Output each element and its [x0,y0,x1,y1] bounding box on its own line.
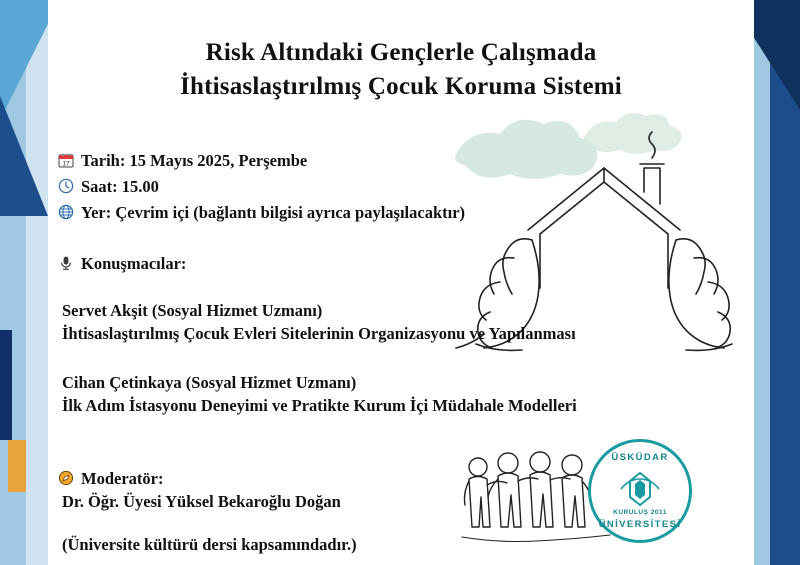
right-band-dark-blue [770,0,800,565]
detail-text-location: Yer: Çevrim içi (bağlantı bilgisi ayrıca paylaşılacaktır) [81,203,466,222]
poster-content-card [48,0,754,565]
moderator-name: Dr. Öğr. Üyesi Yüksel Bekaroğlu Doğan [62,492,341,511]
detail-row-time [58,176,618,197]
right-band-light-blue [754,0,770,565]
logo-text-top: ÜSKÜDAR [611,452,669,463]
course-note: (Üniversite kültürü dersi kapsamındadır.) [62,535,357,554]
microphone-icon [58,255,74,271]
speaker-1-name: Servet Akşit (Sosyal Hizmet Uzmanı) [62,301,323,320]
detail-row-date [58,150,618,171]
speakers-heading-text: Konuşmacılar: [81,254,187,273]
speaker-entry-1 [62,299,702,346]
calendar-icon [58,152,74,168]
title-line-2: İhtisaslaştırılmış Çocuk Koruma Sistemi [180,72,622,100]
speaker-2-topic: İlk Adım İstasyonu Deneyimi ve Pratikte Kurum İçi Müdahale Modelleri [62,396,577,416]
left-square-dark [0,330,12,440]
svg-text:17: 17 [62,160,70,168]
compass-icon [58,470,74,486]
detail-row-location [58,202,618,223]
clock-icon [58,178,74,194]
speakers-heading [58,253,186,274]
speaker-2-name: Cihan Çetinkaya (Sosyal Hizmet Uzmanı) [62,373,357,392]
detail-text-time: Saat: 15.00 [81,177,159,196]
moderator-heading-text: Moderatör: [81,469,164,488]
left-square-orange [8,440,26,492]
left-band-light-blue [0,0,26,565]
university-logo [588,439,692,543]
logo-year-text: KURULUŞ 2011 [613,509,667,516]
event-details-list [58,150,618,228]
left-band-pale-blue [26,0,48,565]
logo-text-bottom: ÜNİVERSİTESİ [598,519,682,530]
logo-emblem-icon [617,471,663,511]
speaker-1-topic: İhtisaslaştırılmış Çocuk Evleri Sitelerinin Organizasyonu ve Yapılanması [62,324,576,344]
globe-icon [58,204,74,220]
title-line-1: Risk Altındaki Gençlerle Çalışmada [205,39,597,66]
left-triangle-mid [0,96,48,216]
detail-text-date: Tarih: 15 Mayıs 2025, Perşembe [81,151,308,170]
poster-title [48,36,754,103]
speaker-entry-2 [62,371,702,418]
moderator-heading [58,468,163,489]
